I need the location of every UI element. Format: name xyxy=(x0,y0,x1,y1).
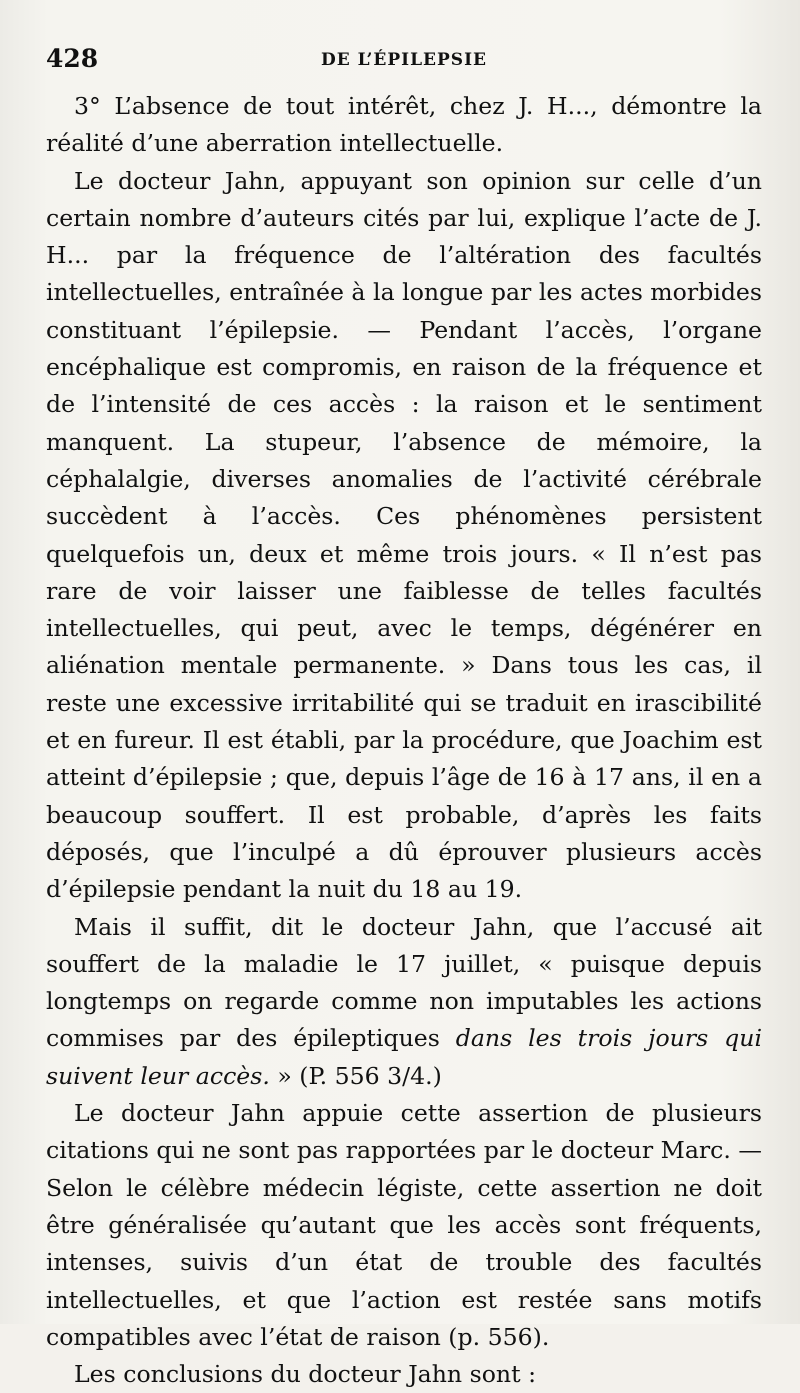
running-head: DE L’ÉPILEPSIE xyxy=(321,50,487,70)
page-header xyxy=(46,44,762,78)
paragraph-2: Le docteur Jahn, appuyant son opinion sur celle d’un certain nombre d’auteurs cités par lui, explique l’acte de J. H... par la fréquence de l’altération des facultés intellectuelles, entraînée à la longue par les actes morbides constituant l’épilepsie. — Pendant l’accès, l’organe encéphalique est compromis, en raison de la fréquence et de l’intensité de ces accès : la raison et le sentiment manquent. La stupeur, l’absence de mémoire, la céphalalgie, diverses anomalies de l’activité cérébrale succèdent à l’accès. Ces phénomènes persistent quelquefois un, deux et même trois jours. « Il n’est pas rare de voir laisser une faiblesse de telles facultés intellectuelles, qui peut, avec le temps, dégénérer en aliénation mentale permanente. » Dans tous les cas, il reste une excessive irritabilité qui se traduit en irascibilité et en fureur. Il est établi, par la procédure, que Joachim est atteint d’épilepsie ; que, depuis l’âge de 16 à 17 ans, il en a beaucoup souffert. Il est probable, d’après les faits déposés, que l’inculpé a dû éprouver plusieurs accès d’épilepsie pendant la nuit du 18 au 19. xyxy=(46,166,762,904)
paragraph-5: Les conclusions du docteur Jahn sont : xyxy=(74,1360,537,1389)
paragraph-3-text-after: » (P. 556 3/4.) xyxy=(269,1061,442,1090)
page-number: 428 xyxy=(46,44,99,73)
paragraph-3-italic-quote: dans les trois jours qui suivent leur accès. xyxy=(46,1024,762,1090)
body-text xyxy=(46,88,762,1393)
paragraph-4: Le docteur Jahn appuie cette assertion de plusieurs citations qui ne sont pas rapportées par le docteur Marc. — Selon le célèbre médecin légiste, cette assertion ne doit être généralisée qu’autant que les accès sont fréquents, intenses, suivis d’un état de trouble des facultés intellectuelles, et que l’action est restée sans motifs compatibles avec l’état de raison (p. 556). xyxy=(46,1099,762,1351)
paragraph-3 xyxy=(46,909,762,1095)
paragraph-3-text-before: Mais il suffit, dit le docteur Jahn, que l’accusé ait souffert de la maladie le 17 juillet, « puisque depuis longtemps on regarde comme non imputables les actions commises par des épileptiques xyxy=(46,912,762,1053)
paragraph-1: 3° L’absence de tout intérêt, chez J. H..., démontre la réalité d’une aberration intellectuelle. xyxy=(46,92,762,158)
